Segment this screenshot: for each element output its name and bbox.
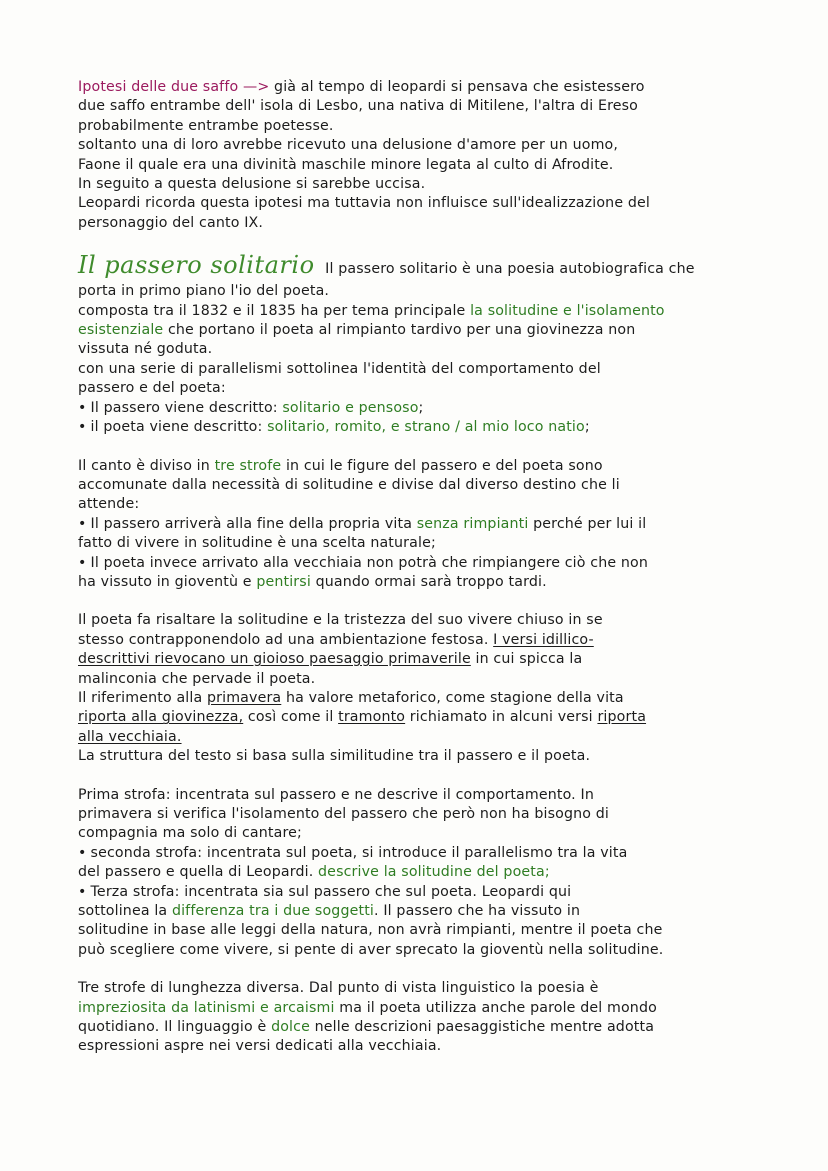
saffo-line-6: In seguito a questa delusione si sarebbe uccisa.	[78, 176, 426, 193]
list-item: • Il poeta invece arrivato alla vecchiaia non potrà che rimpiangere ciò che non	[78, 554, 649, 571]
lingua-paragraph	[78, 979, 750, 1057]
saffo-line-5: Faone il quale era una divinità maschile minore legata al culto di Afrodite.	[78, 156, 614, 173]
saffo-line-8: personaggio del canto IX.	[78, 214, 264, 231]
passero-line-6: con una serie di parallelismi sottolinea l'identità del comportamento del	[78, 360, 601, 377]
solitudine-line-8: La struttura del testo si basa sulla similitudine tra il passero e il poeta.	[78, 748, 591, 765]
saffo-line-1: Ipotesi delle due saffo —> già al tempo di leopardi si pensava che esistessero	[78, 79, 645, 95]
passero-line-4: esistenziale che portano il poeta al rimpianto tardivo per una giovinezza non	[78, 322, 636, 339]
prima-line-5: del passero e quella di Leopardi. descrive la solitudine del poeta;	[78, 864, 550, 881]
prima-line-1: Prima strofa: incentrata sul passero e ne descrive il comportamento. In	[78, 786, 594, 803]
prima-line-2: primavera si verifica l'isolamento del passero che però non ha bisogno di	[78, 806, 609, 822]
list-item: • Il passero arriverà alla fine della propria vita senza rimpianti perché per lui il	[78, 515, 647, 532]
prima-strofa-paragraph	[78, 786, 750, 961]
bullet-icon: •	[78, 883, 87, 900]
passero-line-3: composta tra il 1832 e il 1835 ha per tema principale la solitudine e l'isolamento	[78, 302, 665, 319]
solitudine-line-7: alla vecchiaia.	[78, 728, 182, 745]
strofe-paragraph	[78, 457, 750, 593]
solitudine-paragraph	[78, 611, 750, 766]
prima-line-3: compagnia ma solo di cantare;	[78, 825, 302, 842]
strofe-line-7: ha vissuto in gioventù e pentirsi quando ormai sarà troppo tardi.	[78, 573, 547, 590]
saffo-heading: Ipotesi delle due saffo	[78, 79, 239, 95]
bullet-icon: •	[78, 419, 87, 436]
lingua-line-3: quotidiano. Il linguaggio è dolce nelle descrizioni paesaggistiche mentre adotta	[78, 1019, 655, 1036]
section-title: Il passero solitario	[78, 251, 315, 280]
solitudine-line-2: stesso contrapponendolo ad una ambientazione festosa. I versi idillico-	[78, 631, 594, 648]
strofe-line-3: attende:	[78, 496, 140, 513]
strofe-line-2: accomunate dalla necessità di solitudine e divise dal diverso destino che li	[78, 476, 620, 493]
saffo-line-3: probabilmente entrambe poetesse.	[78, 117, 334, 134]
list-item: • Il passero viene descritto: solitario e pensoso;	[78, 399, 424, 416]
saffo-line-4: soltanto una di loro avrebbe ricevuto una delusione d'amore per un uomo,	[78, 137, 619, 154]
saffo-paragraph	[78, 78, 750, 233]
solitudine-line-1: Il poeta fa risaltare la solitudine e la tristezza del suo vivere chiuso in se	[78, 612, 603, 629]
saffo-line-2: due saffo entrambe dell' isola di Lesbo, una nativa di Mitilene, l'altra di Ereso	[78, 98, 639, 115]
arrow-icon: —>	[242, 79, 270, 95]
prima-line-7: sottolinea la differenza tra i due soggetti. Il passero che ha vissuto in	[78, 903, 581, 920]
list-item: • il poeta viene descritto: solitario, romito, e strano / al mio loco natio;	[78, 419, 590, 436]
passero-line-7: passero e del poeta:	[78, 380, 226, 397]
prima-line-8: solitudine in base alle leggi della natura, non avrà rimpianti, mentre il poeta che	[78, 922, 663, 939]
solitudine-line-6: riporta alla giovinezza, così come il tramonto richiamato in alcuni versi riporta	[78, 709, 647, 726]
passero-line-1: Il passero solitario Il passero solitario è una poesia autobiografica che	[78, 251, 695, 280]
passero-paragraph	[78, 252, 750, 437]
lingua-line-2: impreziosita da latinismi e arcaismi ma il poeta utilizza anche parole del mondo	[78, 999, 657, 1016]
list-item: • Terza strofa: incentrata sia sul passero che sul poeta. Leopardi qui	[78, 883, 572, 900]
bullet-icon: •	[78, 399, 87, 416]
solitudine-line-5: Il riferimento alla primavera ha valore metaforico, come stagione della vita	[78, 689, 624, 706]
bullet-icon: •	[78, 554, 87, 571]
strofe-line-5: fatto di vivere in solitudine è una scelta naturale;	[78, 535, 436, 552]
bullet-icon: •	[78, 844, 87, 861]
strofe-line-1: Il canto è diviso in tre strofe in cui le figure del passero e del poeta sono	[78, 457, 603, 474]
passero-line-2: porta in primo piano l'io del poeta.	[78, 283, 330, 300]
notes-page	[78, 78, 750, 1076]
solitudine-line-4: malinconia che pervade il poeta.	[78, 670, 316, 687]
list-item: • seconda strofa: incentrata sul poeta, si introduce il parallelismo tra la vita	[78, 844, 628, 861]
passero-line-5: vissuta né goduta.	[78, 341, 213, 358]
saffo-line-7: Leopardi ricorda questa ipotesi ma tuttavia non influisce sull'idealizzazione del	[78, 195, 650, 212]
prima-line-9: può scegliere come vivere, si pente di aver sprecato la gioventù nella solitudine.	[78, 941, 664, 958]
lingua-line-1: Tre strofe di lunghezza diversa. Dal punto di vista linguistico la poesia è	[78, 980, 599, 997]
solitudine-line-3: descrittivi rievocano un gioioso paesaggio primaverile in cui spicca la	[78, 651, 583, 668]
bullet-icon: •	[78, 515, 87, 532]
lingua-line-4: espressioni aspre nei versi dedicati alla vecchiaia.	[78, 1038, 442, 1055]
